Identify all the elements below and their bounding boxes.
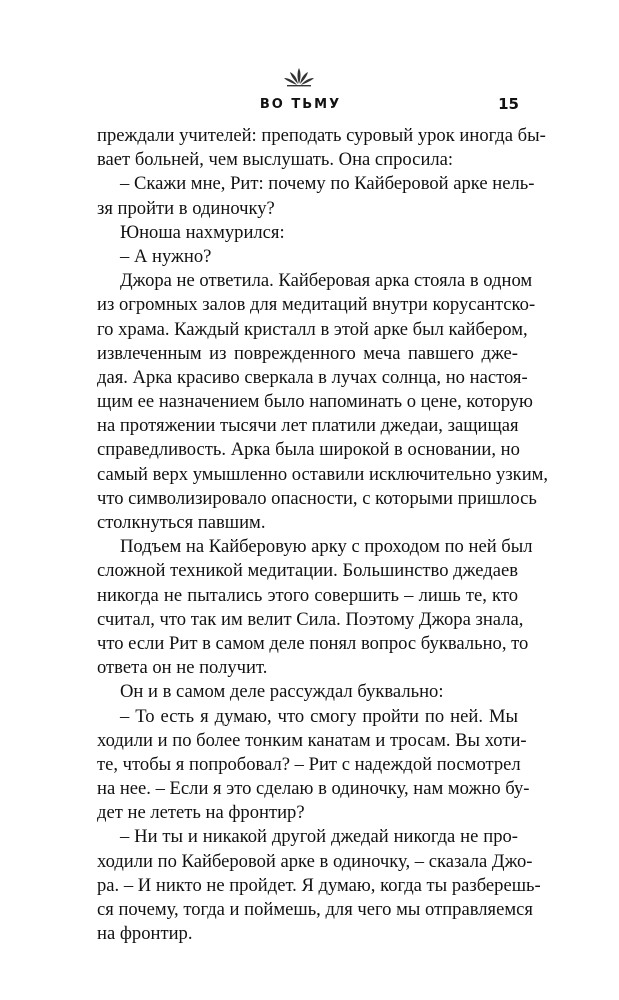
text-line: зя пройти в одиночку?	[97, 197, 275, 219]
text-line: – Скажи мне, Рит: почему по Кайберовой арке нель-	[120, 173, 535, 195]
text-line: ра. – И никто не пройдет. Я думаю, когда ты разберешь-	[97, 874, 541, 896]
text-line: дая. Арка красиво сверкала в лучах солнца, но настоя-	[97, 366, 528, 388]
leaf-ornament-icon	[279, 66, 319, 88]
body-text	[97, 124, 549, 946]
text-line: столкнуться павшим.	[97, 512, 266, 533]
text-line: преждали учителей: преподать суровый урок иногда бы-	[97, 125, 546, 146]
text-line: что символизировало опасности, с которыми пришлось	[97, 487, 537, 509]
text-line: щим ее назначением было напоминать о цене, которую	[97, 391, 533, 413]
text-line: Подъем на Кайберовую арку с проходом по ней был	[120, 536, 533, 558]
page-number: 15	[498, 95, 519, 113]
text-line: извлеченным из поврежденного меча павшего дже-	[97, 342, 518, 364]
text-line: из огромных залов для медитаций внутри корусантско-	[97, 294, 536, 316]
text-line: те, чтобы я попробовал? – Рит с надеждой посмотрел	[97, 753, 521, 775]
text-line: дет не лететь на фронтир?	[97, 802, 305, 824]
text-line: Он и в самом деле рассуждал буквально:	[120, 681, 444, 703]
text-line: – То есть я думаю, что смогу пройти по ней. Мы	[120, 705, 518, 727]
text-line: Юноша нахмурился:	[120, 221, 285, 243]
text-line: го храма. Каждый кристалл в этой арке был кайбером,	[97, 318, 528, 340]
text-line: ся почему, тогда и поймешь, для чего мы отправляемся	[97, 899, 533, 920]
text-line: что если Рит в самом деле понял вопрос буквально, то	[97, 632, 529, 654]
text-line: ответа он не получит.	[97, 657, 268, 679]
text-line: – Ни ты и никакой другой джедай никогда не про-	[120, 826, 518, 848]
text-line: вает больней, чем выслушать. Она спросила:	[97, 149, 454, 171]
text-line: – А нужно?	[120, 245, 212, 267]
text-line: Джора не ответила. Кайберовая арка стояла в одном	[120, 270, 533, 292]
text-line: справедливость. Арка была широкой в основании, но	[97, 439, 520, 461]
text-line: считал, что так им велит Сила. Поэтому Джора знала,	[97, 608, 524, 630]
text-line: ходили по Кайберовой арке в одиночку, – сказала Джо-	[97, 850, 533, 872]
running-title: ВО ТЬМУ	[259, 97, 342, 112]
text-line: самый верх умышленно оставили исключительно узким,	[97, 463, 549, 485]
text-line: сложной техникой медитации. Большинство джедаев	[97, 560, 518, 582]
text-line: никогда не пытались этого совершить – лишь те, кто	[97, 584, 518, 606]
text-line: на протяжении тысячи лет платили джедаи, защищая	[97, 415, 519, 437]
text-line: на нее. – Если я это сделаю в одиночку, нам можно бу-	[97, 778, 530, 800]
text-line: на фронтир.	[97, 923, 193, 945]
text-line: ходили и по более тонким канатам и тросам. Вы хоти-	[97, 729, 527, 751]
